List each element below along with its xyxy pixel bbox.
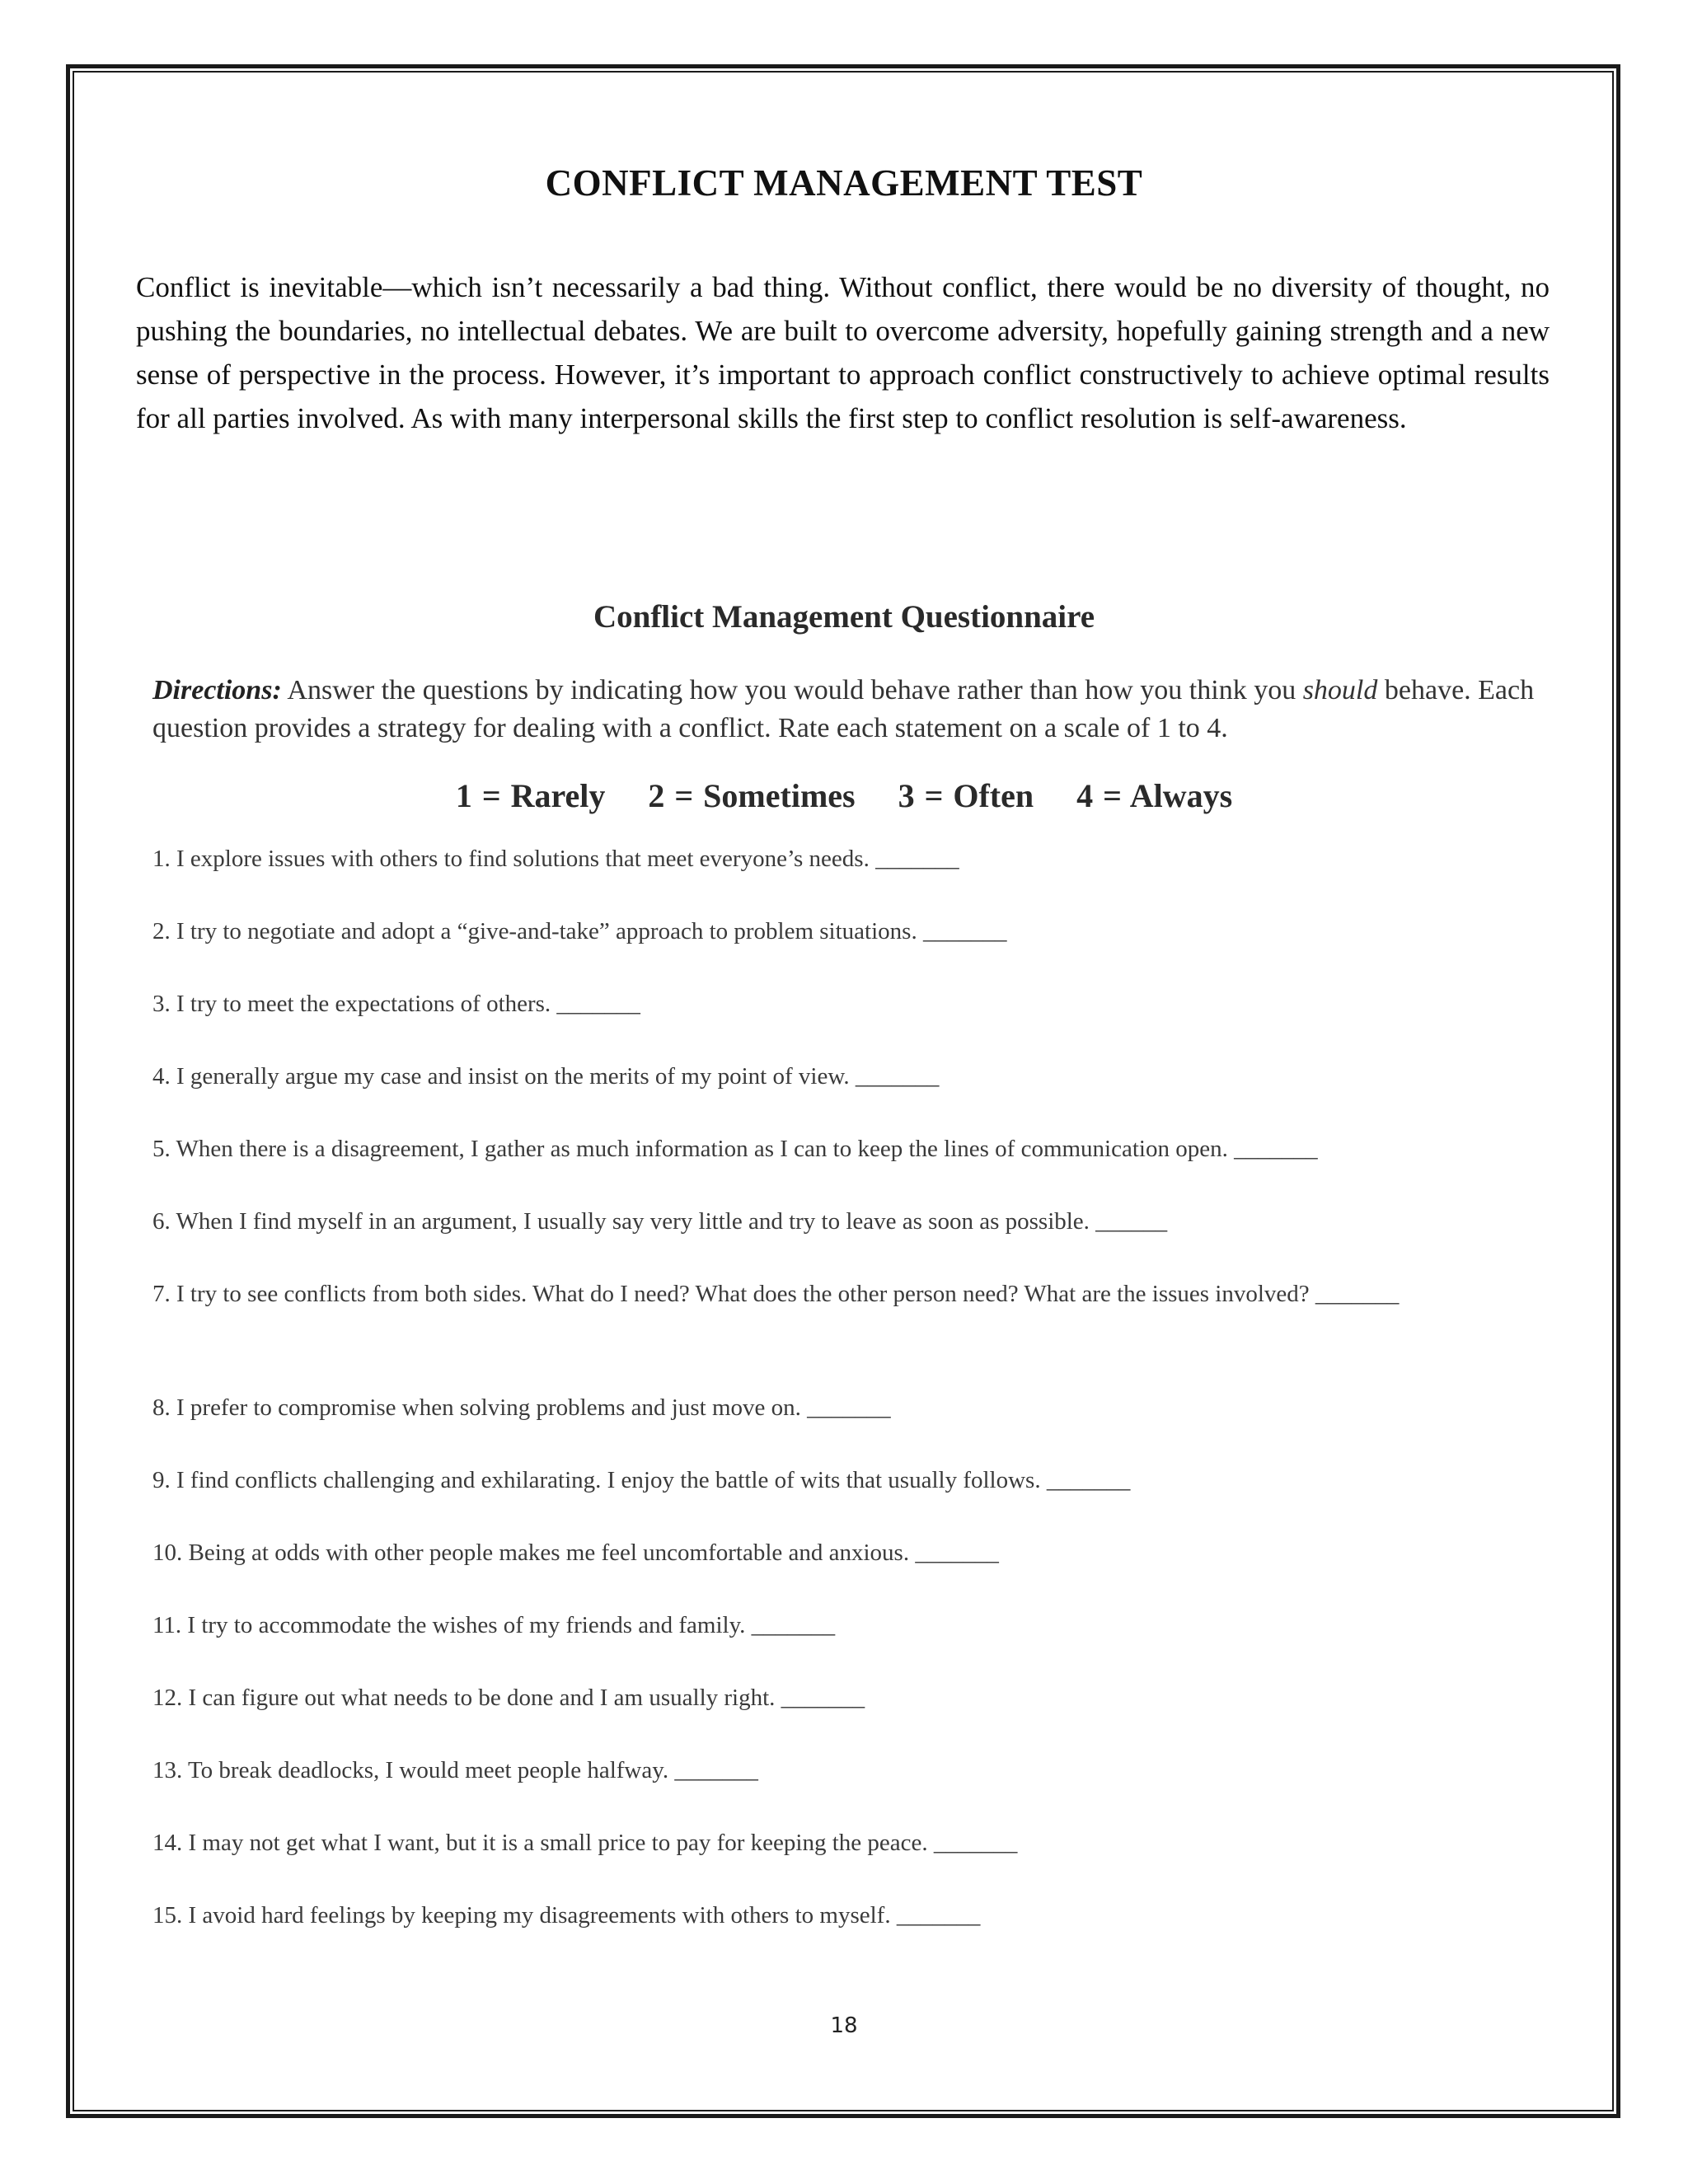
question-list [152,842,1554,1971]
question-13: 13. To break deadlocks, I would meet people halfway. _______ [152,1757,758,1783]
question-6: 6. When I find myself in an argument, I usually say very little and try to leave as soon as possible. ______ [152,1208,1168,1235]
question-11: 11. I try to accommodate the wishes of my friends and family. _______ [152,1612,836,1638]
scale-item-rarely: 1 = Rarely [455,777,606,814]
question-10: 10. Being at odds with other people makes me feel uncomfortable and anxious. _______ [152,1540,999,1566]
directions-text-before: Answer the questions by indicating how you would behave rather than how you think you [281,675,1303,705]
directions-text-after: behave. Each question provides a strategy for dealing with a conflict. Rate each statement on a scale of 1 to 4. [152,675,1535,743]
question-2: 2. I try to negotiate and adopt a “give-and-take” approach to problem situations. _______ [152,918,1007,944]
question-14: 14. I may not get what I want, but it is a small price to pay for keeping the peace. _______ [152,1830,1018,1856]
question-7: 7. I try to see conflicts from both sides. What do I need? What does the other person need? What are the issues involved? _______ [152,1281,1400,1307]
rating-scale [0,776,1688,815]
document-title: CONFLICT MANAGEMENT TEST [545,162,1143,204]
question-8: 8. I prefer to compromise when solving problems and just move on. _______ [152,1394,891,1421]
scale-item-often: 3 = Often [898,777,1034,814]
intro-paragraph: Conflict is inevitable—which isn’t necessarily a bad thing. Without conflict, there would be no diversity of thought, no pushing the boundaries, no intellectual debates. We are built to overcome adversity, hopefully gaining strength and a new sense of perspective in the process. However, it’s important to approach conflict constructively to achieve optimal results for all parties involved. As with many interpersonal skills the first step to conflict resolution is self-awareness. [136,271,1550,434]
page-number: 18 [830,2013,858,2038]
directions-label: Directions: [152,675,282,705]
question-9: 9. I find conflicts challenging and exhilarating. I enjoy the battle of wits that usually follows. _______ [152,1467,1131,1493]
directions-text [152,672,1537,748]
directions-emphasis: should [1302,675,1378,705]
question-4: 4. I generally argue my case and insist on the merits of my point of view. _______ [152,1063,940,1090]
questionnaire-title: Conflict Management Questionnaire [593,599,1095,635]
question-5: 5. When there is a disagreement, I gather as much information as I can to keep the lines of communication open. _______ [152,1136,1318,1162]
scale-item-sometimes: 2 = Sometimes [648,777,856,814]
scale-item-always: 4 = Always [1076,777,1233,814]
question-15: 15. I avoid hard feelings by keeping my disagreements with others to myself. _______ [152,1902,981,1929]
question-1: 1. I explore issues with others to find solutions that meet everyone’s needs. _______ [152,846,959,872]
question-12: 12. I can figure out what needs to be done and I am usually right. _______ [152,1685,865,1711]
question-3: 3. I try to meet the expectations of others. _______ [152,991,640,1017]
